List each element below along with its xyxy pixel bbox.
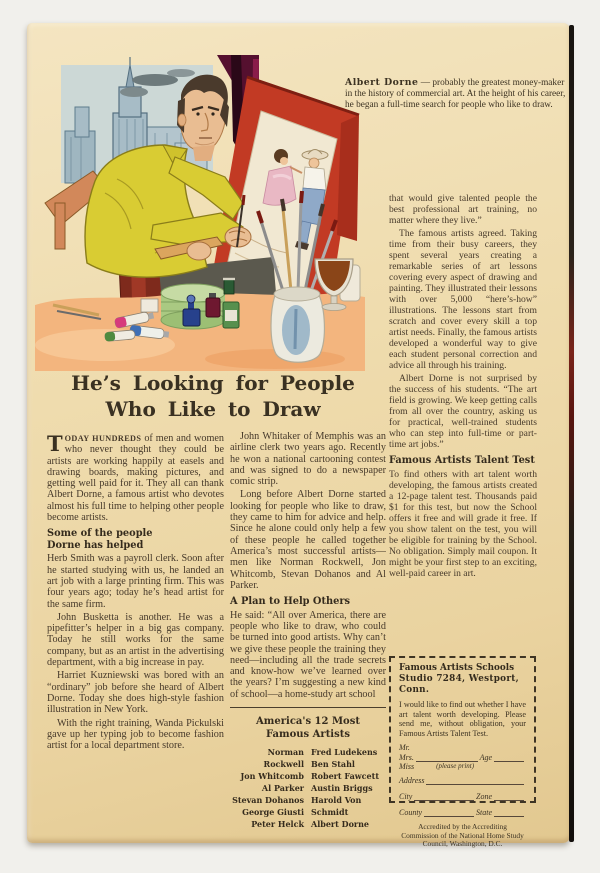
left-column xyxy=(47,433,224,753)
people-helped-heading-line2: Dorne has helped xyxy=(47,539,144,551)
plan-heading: A Plan to Help Others xyxy=(230,596,351,608)
left-paragraph: With the right training, Wanda Pickulski gave up her typing job to become fashion artist for a local department store. xyxy=(47,717,224,752)
mail-in-coupon xyxy=(389,656,536,849)
artist-name: Peter Helck xyxy=(251,819,304,830)
talent-test-heading: Famous Artists Talent Test xyxy=(389,455,535,466)
albert-dorne-illustration xyxy=(35,53,365,371)
caption-artist-name: Albert Dorne xyxy=(345,77,419,88)
form-line xyxy=(494,754,524,762)
label-county: County xyxy=(399,807,423,817)
headline-line1: He’s Looking for People xyxy=(71,371,355,395)
middle-paragraph: John Whitaker of Memphis was an airline clerk two years ago. Recently he won a national cartooning contest and was signed to do a newspaper comic strip. xyxy=(230,431,386,488)
coupon-school-line1: Famous Artists Schools xyxy=(399,663,515,673)
label-state: State xyxy=(476,807,492,817)
accreditation-text: Accredited by the Accrediting Commission of the National Home Study Council, Washington, D.C. xyxy=(401,821,524,849)
label-mr: Mr. xyxy=(399,743,410,753)
artist-name: Stevan Dohanos xyxy=(232,795,304,806)
artist-name: Harold Von Schmidt xyxy=(311,795,362,818)
right-paragraph: To find others with art talent worth developing, the famous artists created a 12-page talent test. Thousands paid $1 for this test, but now the School offers it free and will grade it free. If you show talent on the test, you will be eligible for training by the School. No obligation. Simply mail coupon. It might be your first step to an exciting, well-paid career in art. xyxy=(389,468,537,579)
headline xyxy=(57,370,369,422)
artists-heading-line1: America's 12 Most xyxy=(256,716,360,728)
middle-paragraph: Long before Albert Dorne started looking for people who like to draw, they came to him for advice and help. Since he alone could only help a few of these people he called together America’s most successful artists—men like Norman Rockwell, Jon Whitcomb, Stevan Dohanos and Al Parker. xyxy=(230,489,386,591)
left-paragraph: Herb Smith was a payroll clerk. Soon after he started studying with us, he landed an art job with a large printing firm. This was four years ago; today he’s head artist for the same firm. xyxy=(47,553,224,610)
artist-name: Norman Rockwell xyxy=(263,747,304,770)
middle-column xyxy=(230,431,386,830)
right-paragraph: The famous artists agreed. Taking time from their busy careers, they spent several years creating a remarkable series of art lessons covering every aspect of drawing and painting. They illustrated their lessons with over 5,000 “here’s-how” illustrations. The lessons start from scratch and cover every skill a top artist needs. Finally, the famous artists developed a wonderful way to give each student personal correction and advice all through his training. xyxy=(389,228,537,371)
dropcap-T: T xyxy=(47,431,63,456)
artists-column-1 xyxy=(230,746,304,830)
label-zone: Zone xyxy=(476,791,492,801)
right-column xyxy=(389,193,537,581)
right-paragraph: that would give talented people the best professional art training, no matter where they live.” xyxy=(389,193,537,226)
intro-smallcaps: ODAY HUNDREDS xyxy=(64,434,142,443)
artists-heading-line2: Famous Artists xyxy=(266,728,350,740)
people-helped-heading-line1: Some of the people xyxy=(47,528,153,540)
form-row-mrs xyxy=(399,753,526,762)
artist-name: Jon Whitcomb xyxy=(240,771,304,782)
form-row-mr xyxy=(399,743,526,752)
right-paragraph: Albert Dorne is not surprised by the success of his students. “The art field is growing. We keep getting calls from all over the country, asking us for practical, well-trained students who can step into full-time or part-time art jobs.” xyxy=(389,373,537,450)
left-paragraph: John Busketta is another. He was a pipefitter’s helper in a big gas company. Today he still works for the same company, but as an artist in the advertising department, with a big increase in pay. xyxy=(47,611,224,669)
coupon-body-text: I would like to find out whether I have art talent worth developing. Please send me, without obligation, your Famous Artists Talent Test. xyxy=(399,700,526,738)
left-paragraph: Harriet Kuzniewski was bored with an “ordinary” job before she heard of Albert Dorne. Today she does high-style fashion illustration in New York. xyxy=(47,670,224,716)
label-please-print: (please print) xyxy=(436,762,475,771)
people-helped-heading xyxy=(47,528,224,551)
form-line xyxy=(414,793,474,801)
form-row-address xyxy=(399,776,526,785)
coupon-school-line2: Studio 7284, Westport, Conn. xyxy=(399,674,519,695)
artist-name: Albert Dorne xyxy=(311,819,370,830)
form-row-miss xyxy=(399,762,526,771)
artist-name: Fred Ludekens xyxy=(311,747,378,758)
label-mrs: Mrs. xyxy=(399,752,414,762)
form-line xyxy=(494,809,524,817)
coupon-form xyxy=(399,743,526,817)
caption-text: — probably the greatest money-maker in the history of commercial art. At the height of his career, he began a full-time search for people who like to draw. xyxy=(345,78,566,110)
artists-list-heading xyxy=(230,716,386,741)
form-row-county xyxy=(399,808,526,817)
form-row-city xyxy=(399,792,526,801)
coupon-school-name xyxy=(399,663,526,696)
form-line xyxy=(426,777,524,785)
form-line xyxy=(424,809,474,817)
form-line xyxy=(494,793,524,801)
artist-name: Austin Briggs xyxy=(311,783,373,794)
artist-name: George Giusti xyxy=(242,807,304,818)
headline-line2: Who Like to Draw xyxy=(105,397,321,421)
artist-name: Al Parker xyxy=(261,783,304,794)
page-edge-shadow xyxy=(569,25,574,842)
label-miss: Miss xyxy=(399,762,415,772)
intro-paragraph xyxy=(47,433,224,523)
artist-name: Robert Fawcett xyxy=(311,771,380,782)
form-line xyxy=(416,754,478,762)
label-age: Age xyxy=(479,752,492,762)
label-city: City xyxy=(399,791,413,801)
illustration-caption xyxy=(345,77,573,111)
famous-artists-list xyxy=(230,707,386,830)
artist-name: Ben Stahl xyxy=(311,759,355,770)
artists-column-2 xyxy=(311,746,386,830)
middle-paragraph: He said: “All over America, there are people who like to draw, who could be turned into good artists. Why can’t we give these people the training they need—including all the trade secrets and know-how we’ve learned over the years? I’m suggesting a new kind of school—a home-study art school xyxy=(230,609,386,700)
intro-text: of men and women who never thought they could be artists are working happily at easels and drawing boards, making pictures, and getting well paid for it. They all can thank Albert Dorne, a famous artist who devotes almost his full time to helping other people become artists. xyxy=(47,433,224,524)
paper-page xyxy=(27,23,570,849)
label-address: Address xyxy=(399,775,425,785)
artists-columns xyxy=(230,746,386,830)
